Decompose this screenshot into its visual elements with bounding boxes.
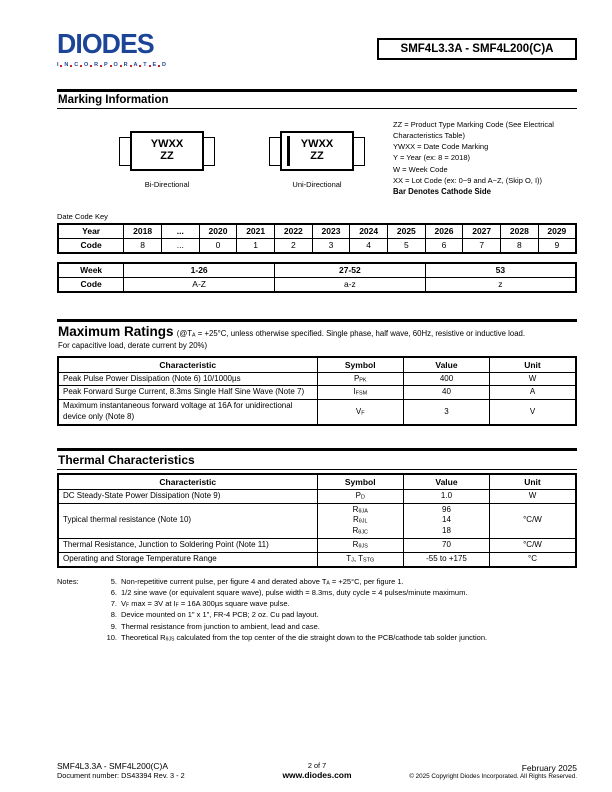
footer-part-number: SMF4L3.3A - SMF4L200(C)A [57, 761, 169, 771]
logo-letter: R [94, 62, 99, 68]
symbol-cell: $V_F$ [317, 400, 404, 425]
value-cell: 96 14 18 [404, 503, 490, 538]
logo-red-square [60, 65, 62, 67]
table-cell: 2027 [463, 224, 501, 239]
logo-red-square [70, 65, 72, 67]
logo-letter: A [133, 62, 138, 68]
logo-red-square [149, 65, 151, 67]
table-row [58, 263, 576, 278]
table-cell: 3 [312, 238, 350, 253]
logo-letter: O [84, 62, 89, 68]
note-number: 6. [110, 587, 117, 597]
maximum-ratings-conditions-line2: For capacitive load, derate current by 20%) [58, 340, 208, 350]
package-label: Bi-Directional [144, 179, 190, 189]
maximum-ratings-conditions: ($@T_A = +25^\circ C$, unless otherwise specified. Single phase, half wave, 60Hz, resistive or inductive load. [176, 328, 526, 339]
note-number: 7. [110, 599, 117, 609]
table-cell: 2 [274, 238, 312, 253]
table-row [58, 224, 576, 239]
marking-legend [393, 119, 577, 198]
column-header: Symbol [317, 474, 404, 490]
thermal-characteristics-heading [57, 448, 577, 470]
table-cell: 2025 [388, 224, 426, 239]
characteristic-cell: Operating and Storage Temperature Range [58, 552, 317, 566]
footer-left [57, 761, 243, 780]
characteristic-cell: Peak Pulse Power Dissipation (Note 6) 10/1000µs [58, 372, 317, 386]
symbol-cell: $T_J$, $T_{STG}$ [317, 552, 404, 566]
section-title: Thermal Characteristics [58, 452, 195, 467]
note-item [101, 587, 577, 598]
column-header: Characteristic [58, 357, 317, 373]
characteristic-cell: Typical thermal resistance (Note 10) [58, 503, 317, 538]
column-header: Value [404, 357, 490, 373]
diodes-logo-wordmark: DIODES [57, 29, 154, 60]
characteristic-cell: Peak Forward Surge Current, 8.3ms Single Half Sine Wave (Note 7) [58, 386, 317, 400]
table-row [58, 238, 576, 253]
datasheet-page [57, 0, 577, 643]
table-cell: ... [161, 238, 199, 253]
table-cell: 6 [425, 238, 463, 253]
page-footer [57, 761, 577, 780]
bi-directional-package-drawing [119, 131, 215, 198]
unit-cell: W [489, 372, 576, 386]
package-body [130, 131, 204, 171]
table-cell: a-z [275, 277, 426, 292]
table-cell: 2018 [124, 224, 162, 239]
symbol-cell: $R_{\theta JS}$ [317, 539, 404, 553]
legend-line: ZZ = Product Type Marking Code (See Electrical [393, 119, 554, 129]
unit-cell: A [489, 386, 576, 400]
table-row [58, 489, 576, 503]
logo-red-square [110, 65, 112, 67]
note-item [101, 621, 577, 632]
footer-copyright: © 2025 Copyright Diodes Incorporated. All Rights Reserved. [409, 773, 578, 780]
logo-red-square [90, 65, 92, 67]
column-header: Characteristic [58, 474, 317, 490]
week-code-table [57, 262, 577, 293]
table-cell: Week [58, 263, 124, 278]
table-cell: 2022 [274, 224, 312, 239]
column-header: Unit [489, 474, 576, 490]
table-cell: A-Z [124, 277, 275, 292]
table-row [58, 372, 576, 386]
table-header-row [58, 357, 576, 373]
table-row [58, 400, 576, 425]
legend-line: W = Week Code [393, 164, 448, 174]
website-link[interactable]: www.diodes.com [282, 770, 352, 780]
symbol-cell: $I_{FSM}$ [317, 386, 404, 400]
logo-letter: R [123, 62, 128, 68]
package-label: Uni-Directional [292, 179, 342, 189]
characteristic-cell: DC Steady-State Power Dissipation (Note 9) [58, 489, 317, 503]
footer-date: February 2025 [521, 763, 578, 773]
marking-code-line2: ZZ [160, 149, 174, 162]
column-header: Unit [489, 357, 576, 373]
notes-label: Notes: [57, 576, 79, 586]
value-cell: 70 [404, 539, 490, 553]
diodes-logo-incorporated-text [57, 63, 166, 69]
section-title: Maximum Ratings [58, 323, 174, 339]
part-number-box: SMF4L3.3A - SMF4L200(C)A [377, 38, 577, 60]
table-cell: 1-26 [124, 263, 275, 278]
logo-letter: D [162, 62, 166, 68]
value-cell: -55 to +175 [404, 552, 490, 566]
table-row [58, 503, 576, 538]
table-row [58, 539, 576, 553]
table-cell: Code [58, 277, 124, 292]
maximum-ratings-heading [57, 319, 577, 339]
note-item [101, 609, 577, 620]
logo-red-square [130, 65, 132, 67]
note-number: 5. [110, 576, 117, 586]
package-drawings [119, 131, 365, 198]
table-cell: 9 [538, 238, 576, 253]
table-cell: Code [58, 238, 124, 253]
table-row [58, 277, 576, 292]
value-cell: 3 [404, 400, 490, 425]
note-item [101, 576, 577, 587]
value-cell: 1.0 [404, 489, 490, 503]
table-cell: 27-52 [275, 263, 426, 278]
value-cell: 40 [404, 386, 490, 400]
table-cell: 2024 [350, 224, 388, 239]
table-row [58, 386, 576, 400]
diodes-logo [57, 31, 166, 69]
page-header [57, 31, 577, 69]
section-title: Marking Information [58, 93, 169, 106]
table-cell: 2028 [501, 224, 539, 239]
unit-cell: W [489, 489, 576, 503]
table-cell: 1 [237, 238, 275, 253]
date-code-key-label: Date Code Key [57, 211, 108, 221]
note-number: 8. [110, 610, 117, 620]
table-cell: 2021 [237, 224, 275, 239]
unit-cell: °C [489, 552, 576, 566]
marking-content [57, 117, 577, 198]
symbol-cell: $P_D$ [317, 489, 404, 503]
marking-code-line1: YWXX [150, 137, 184, 150]
unit-cell: °C/W [489, 503, 576, 538]
note-text: Thermal resistance from junction to ambient, lead and case. [121, 621, 320, 631]
table-cell: 4 [350, 238, 388, 253]
table-row [58, 552, 576, 566]
table-cell: 7 [463, 238, 501, 253]
note-number: 10. [106, 632, 117, 642]
notes-section [57, 576, 577, 644]
logo-letter: E [152, 62, 157, 68]
thermal-characteristics-table [57, 473, 577, 568]
logo-letter: P [103, 62, 108, 68]
value-cell: 400 [404, 372, 490, 386]
logo-red-square [158, 65, 160, 67]
logo-letter: O [113, 62, 118, 68]
marking-code-line2: ZZ [310, 149, 324, 162]
note-text: 1/2 sine wave (or equivalent square wave), pulse width = 8.3ms, duty cycle = 4 pulses/minute maximum. [121, 587, 468, 597]
uni-directional-package-drawing [269, 131, 365, 198]
logo-red-square [100, 65, 102, 67]
cathode-band [287, 136, 290, 166]
package-outline [119, 131, 215, 171]
footer-right [391, 763, 577, 780]
table-header-row [58, 474, 576, 490]
note-item [101, 598, 577, 609]
legend-line: Characteristics Table) [393, 130, 465, 140]
maximum-ratings-table [57, 356, 577, 426]
table-cell: 8 [501, 238, 539, 253]
note-text: Non-repetitive current pulse, per figure 4 and derated above $T_A = +25^\circ C$, per figure 1. [121, 576, 404, 587]
marking-legend-lines [393, 119, 577, 187]
note-text: Theoretical $R_{\theta JS}$ calculated from the top center of the die straight down to the PCB/cathode tab solder junction. [121, 632, 488, 643]
table-cell: 2023 [312, 224, 350, 239]
characteristic-cell: Maximum instantaneous forward voltage at 16A for unidirectional device only (Note 8) [58, 400, 317, 425]
column-header: Value [404, 474, 490, 490]
unit-cell: °C/W [489, 539, 576, 553]
legend-line: Y = Year (ex: 8 = 2018) [393, 153, 471, 163]
logo-letter: T [143, 62, 147, 68]
note-text: $V_F$ max = 3V at $I_F = 16A$ 300µs square wave pulse. [121, 599, 290, 609]
logo-red-square [80, 65, 82, 67]
table-cell: Year [58, 224, 124, 239]
table-cell: 5 [388, 238, 426, 253]
logo-letter: C [74, 62, 79, 68]
footer-document-number: Document number: DS43394 Rev. 3 - 2 [57, 771, 185, 780]
footer-center [243, 761, 392, 780]
cathode-bar-note: Bar Denotes Cathode Side [393, 187, 491, 196]
legend-line: YWXX = Date Code Marking [393, 142, 489, 151]
table-cell: 2029 [538, 224, 576, 239]
table-cell: ... [161, 224, 199, 239]
package-body [280, 131, 354, 171]
marking-code-line1: YWXX [300, 137, 334, 150]
package-outline [269, 131, 365, 171]
column-header: Symbol [317, 357, 404, 373]
page-number: 2 of 7 [307, 761, 327, 770]
unit-cell: V [489, 400, 576, 425]
table-cell: 2020 [199, 224, 237, 239]
note-number: 9. [110, 621, 117, 631]
table-cell: 53 [425, 263, 576, 278]
characteristic-cell: Thermal Resistance, Junction to Soldering Point (Note 11) [58, 539, 317, 553]
logo-red-square [139, 65, 141, 67]
note-text: Device mounted on 1" x 1", FR-4 PCB; 2 oz. Cu pad layout. [121, 610, 319, 620]
logo-letter: N [64, 62, 69, 68]
table-cell: 2026 [425, 224, 463, 239]
logo-letter: I [57, 62, 59, 68]
table-cell: 0 [199, 238, 237, 253]
legend-line: XX = Lot Code (ex: 0~9 and A~Z, (Skip O, I)) [393, 175, 543, 185]
logo-red-square [120, 65, 122, 67]
note-item [101, 632, 577, 643]
symbol-cell: $P_{PK}$ [317, 372, 404, 386]
table-cell: z [425, 277, 576, 292]
year-code-table [57, 223, 577, 254]
table-cell: 8 [124, 238, 162, 253]
symbol-cell: $R_{\theta JA}$ $R_{\theta JL}$ $R_{\theta JC}$ [317, 503, 404, 538]
notes-list [101, 576, 577, 644]
marking-information-heading [57, 89, 577, 109]
